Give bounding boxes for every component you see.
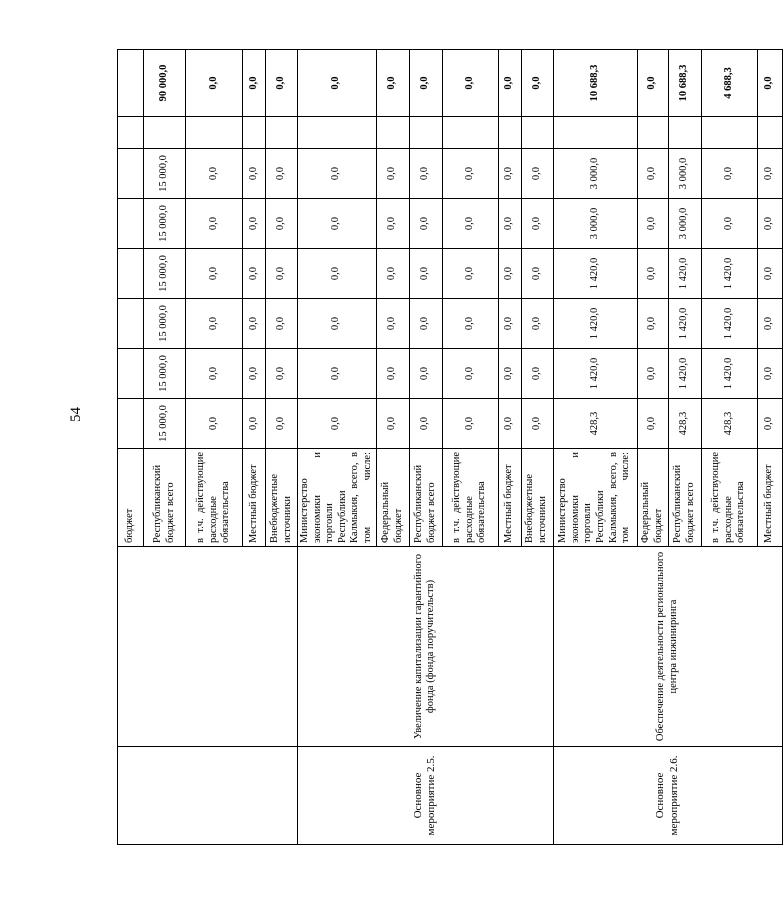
- value-cell: 1 420,0: [553, 349, 637, 399]
- value-cell: 15 000,0: [144, 299, 186, 349]
- value-cell: 0,0: [298, 399, 377, 449]
- value-cell: 0,0: [243, 199, 266, 249]
- total-cell: 0,0: [637, 50, 668, 117]
- value-cell: 0,0: [266, 199, 298, 249]
- value-cell: 0,0: [243, 149, 266, 199]
- total-cell: 0,0: [757, 50, 782, 117]
- funding-source-cell: в т.ч. действующие расходные обязательства: [701, 449, 757, 547]
- funding-source-cell: Местный бюджет: [498, 449, 521, 547]
- value-cell: [266, 117, 298, 149]
- value-cell: 0,0: [757, 299, 782, 349]
- value-cell: 1 420,0: [668, 349, 701, 399]
- activity-cell: [118, 747, 298, 845]
- value-cell: 0,0: [243, 399, 266, 449]
- table-row: [553, 50, 637, 845]
- value-cell: 0,0: [521, 149, 553, 199]
- activity-label: Основное мероприятие 2.6.: [654, 755, 680, 836]
- table-row: [118, 50, 144, 845]
- value-cell: 0,0: [757, 399, 782, 449]
- funding-source-cell: Внебюджетные источники: [266, 449, 298, 547]
- value-cell: [144, 117, 186, 149]
- total-cell: 10 688,3: [668, 50, 701, 117]
- rotated-table-container: [117, 50, 775, 845]
- funding-source-cell: Федеральный бюджет: [637, 449, 668, 547]
- funding-source-cell: Местный бюджет: [243, 449, 266, 547]
- value-cell: 1 420,0: [701, 349, 757, 399]
- value-cell: 0,0: [376, 249, 409, 299]
- value-cell: 0,0: [442, 199, 498, 249]
- value-cell: 0,0: [701, 199, 757, 249]
- value-cell: 0,0: [637, 149, 668, 199]
- activity-cell: [553, 747, 782, 845]
- total-cell: 0,0: [409, 50, 442, 117]
- value-cell: 0,0: [266, 299, 298, 349]
- funding-source-cell: Министерство экономики и торговли Республики Калмыкия, всего, в том числе:: [553, 449, 637, 547]
- total-cell: 0,0: [243, 50, 266, 117]
- value-cell: 0,0: [498, 199, 521, 249]
- funding-source-cell: Федеральный бюджет: [376, 449, 409, 547]
- value-cell: [186, 117, 243, 149]
- value-cell: 0,0: [376, 399, 409, 449]
- value-cell: [701, 117, 757, 149]
- value-cell: 0,0: [757, 199, 782, 249]
- value-cell: 3 000,0: [668, 199, 701, 249]
- value-cell: 0,0: [442, 399, 498, 449]
- value-cell: 1 420,0: [701, 299, 757, 349]
- value-cell: 0,0: [186, 349, 243, 399]
- value-cell: 0,0: [521, 399, 553, 449]
- value-cell: 0,0: [298, 199, 377, 249]
- value-cell: [553, 117, 637, 149]
- table-body: [118, 50, 783, 845]
- value-cell: 0,0: [186, 199, 243, 249]
- value-cell: 3 000,0: [553, 199, 637, 249]
- budget-table: [117, 49, 783, 845]
- value-cell: 0,0: [498, 299, 521, 349]
- funding-source-cell: Министерство экономики и торговли Республики Калмыкия, всего, в том числе:: [298, 449, 377, 547]
- value-cell: 0,0: [376, 199, 409, 249]
- value-cell: 0,0: [757, 149, 782, 199]
- total-cell: 0,0: [298, 50, 377, 117]
- total-cell: 0,0: [186, 50, 243, 117]
- total-cell: 0,0: [521, 50, 553, 117]
- value-cell: [118, 399, 144, 449]
- total-cell: 0,0: [498, 50, 521, 117]
- total-cell: 10 688,3: [553, 50, 637, 117]
- funding-source-cell: Республиканский бюджет всего: [409, 449, 442, 547]
- total-cell: 0,0: [442, 50, 498, 117]
- value-cell: 15 000,0: [144, 399, 186, 449]
- value-cell: 0,0: [442, 149, 498, 199]
- total-cell: 0,0: [266, 50, 298, 117]
- total-cell: 4 688,3: [701, 50, 757, 117]
- value-cell: [118, 299, 144, 349]
- funding-source-cell: Республиканский бюджет всего: [144, 449, 186, 547]
- value-cell: 0,0: [266, 349, 298, 399]
- total-cell: [118, 50, 144, 117]
- value-cell: 15 000,0: [144, 199, 186, 249]
- value-cell: 0,0: [409, 149, 442, 199]
- value-cell: 0,0: [409, 199, 442, 249]
- value-cell: 0,0: [637, 299, 668, 349]
- value-cell: [498, 117, 521, 149]
- value-cell: 0,0: [376, 299, 409, 349]
- value-cell: 0,0: [498, 399, 521, 449]
- value-cell: [521, 117, 553, 149]
- value-cell: [118, 117, 144, 149]
- value-cell: 0,0: [243, 349, 266, 399]
- funding-source-cell: бюджет: [118, 449, 144, 547]
- value-cell: [118, 249, 144, 299]
- event-cell: Обеспечение деятельности регионального центра инжиниринга: [553, 547, 782, 747]
- value-cell: 0,0: [521, 349, 553, 399]
- value-cell: [376, 117, 409, 149]
- funding-source-cell: в т.ч. действующие расходные обязательства: [442, 449, 498, 547]
- value-cell: [757, 117, 782, 149]
- value-cell: 0,0: [637, 349, 668, 399]
- value-cell: 1 420,0: [701, 249, 757, 299]
- value-cell: 0,0: [298, 149, 377, 199]
- funding-source-cell: в т.ч. действующие расходные обязательства: [186, 449, 243, 547]
- table-row: [298, 50, 377, 845]
- value-cell: 0,0: [442, 249, 498, 299]
- value-cell: 0,0: [521, 199, 553, 249]
- value-cell: 0,0: [498, 349, 521, 399]
- value-cell: 0,0: [298, 299, 377, 349]
- value-cell: 0,0: [498, 149, 521, 199]
- value-cell: 3 000,0: [553, 149, 637, 199]
- value-cell: 1 420,0: [553, 299, 637, 349]
- value-cell: 0,0: [243, 299, 266, 349]
- value-cell: 0,0: [498, 249, 521, 299]
- value-cell: [118, 149, 144, 199]
- event-cell: Увеличение капитализации гарантийного фонда (фонда поручительств): [298, 547, 554, 747]
- value-cell: 0,0: [637, 199, 668, 249]
- value-cell: 0,0: [186, 299, 243, 349]
- total-cell: 90 000,0: [144, 50, 186, 117]
- value-cell: 0,0: [701, 149, 757, 199]
- value-cell: [409, 117, 442, 149]
- event-cell: [118, 547, 298, 747]
- funding-source-cell: Республиканский бюджет всего: [668, 449, 701, 547]
- value-cell: 1 420,0: [553, 249, 637, 299]
- value-cell: 428,3: [553, 399, 637, 449]
- value-cell: [637, 117, 668, 149]
- value-cell: 0,0: [637, 399, 668, 449]
- value-cell: 0,0: [298, 249, 377, 299]
- value-cell: 1 420,0: [668, 299, 701, 349]
- value-cell: [298, 117, 377, 149]
- value-cell: 0,0: [409, 299, 442, 349]
- value-cell: 0,0: [243, 249, 266, 299]
- funding-source-cell: Местный бюджет: [757, 449, 782, 547]
- value-cell: 3 000,0: [668, 149, 701, 199]
- value-cell: 0,0: [186, 249, 243, 299]
- value-cell: 0,0: [409, 249, 442, 299]
- value-cell: 0,0: [376, 349, 409, 399]
- value-cell: 15 000,0: [144, 149, 186, 199]
- activity-cell: [298, 747, 554, 845]
- value-cell: 15 000,0: [144, 349, 186, 399]
- page-number: 54: [68, 407, 84, 422]
- value-cell: 0,0: [409, 399, 442, 449]
- value-cell: 0,0: [186, 149, 243, 199]
- value-cell: [118, 349, 144, 399]
- value-cell: 0,0: [442, 349, 498, 399]
- total-cell: 0,0: [376, 50, 409, 117]
- funding-source-cell: Внебюджетные источники: [521, 449, 553, 547]
- value-cell: 0,0: [521, 299, 553, 349]
- value-cell: 15 000,0: [144, 249, 186, 299]
- value-cell: 0,0: [266, 249, 298, 299]
- value-cell: 0,0: [376, 149, 409, 199]
- value-cell: 0,0: [442, 299, 498, 349]
- value-cell: 0,0: [521, 249, 553, 299]
- value-cell: 0,0: [637, 249, 668, 299]
- value-cell: 0,0: [409, 349, 442, 399]
- value-cell: 0,0: [298, 349, 377, 399]
- value-cell: 0,0: [266, 149, 298, 199]
- value-cell: 0,0: [186, 399, 243, 449]
- value-cell: [118, 199, 144, 249]
- value-cell: 428,3: [701, 399, 757, 449]
- value-cell: 0,0: [266, 399, 298, 449]
- value-cell: 0,0: [757, 349, 782, 399]
- value-cell: [442, 117, 498, 149]
- value-cell: 1 420,0: [668, 249, 701, 299]
- activity-label: Основное мероприятие 2.5.: [412, 755, 438, 836]
- value-cell: 428,3: [668, 399, 701, 449]
- value-cell: [668, 117, 701, 149]
- value-cell: [243, 117, 266, 149]
- value-cell: 0,0: [757, 249, 782, 299]
